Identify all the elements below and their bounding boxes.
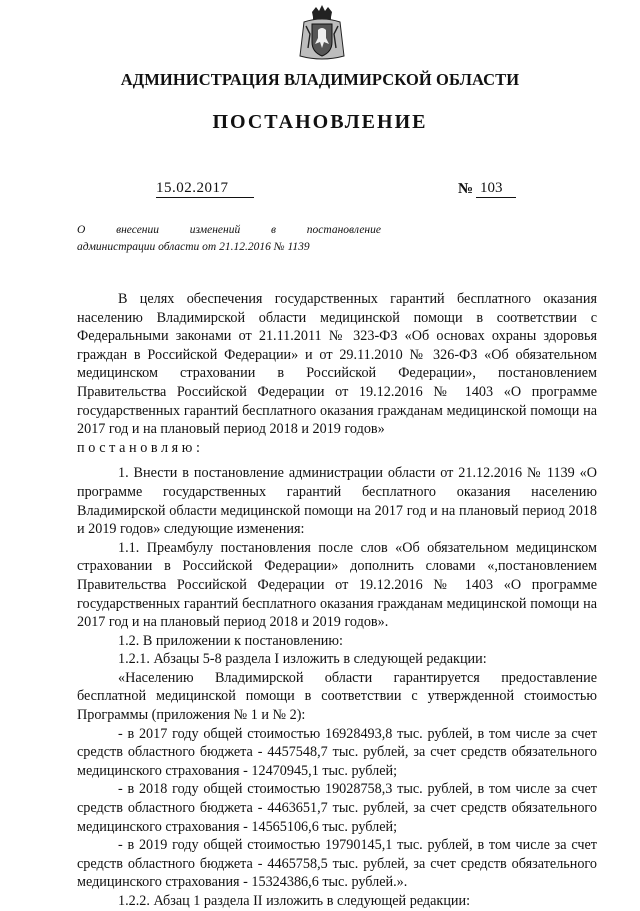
paragraph-1-2-1: 1.2.1. Абзацы 5-8 раздела I изложить в следующей редакции: bbox=[118, 651, 487, 668]
document-number: 103 bbox=[476, 180, 516, 198]
subject-word: О bbox=[77, 224, 86, 236]
paragraph-quote: «Населению Владимирской области гарантируется предоставление бесплатной медицинской помощи в соответствии с утвержденной стоимостью Программы (приложения № 1 и № 2): bbox=[77, 669, 597, 724]
number-label: № bbox=[458, 181, 474, 197]
paragraph-1-2: 1.2. В приложении к постановлению: bbox=[118, 632, 343, 649]
subject-word: внесении bbox=[116, 224, 160, 236]
document-date: 15.02.2017 bbox=[156, 180, 254, 198]
coat-of-arms-emblem bbox=[298, 4, 346, 62]
paragraph-intro: В целях обеспечения государственных гарантий бесплатного оказания населению Владимирской области медицинской помощи в соответствии с Федеральными законами от 21.11.2011 № 323-ФЗ «Об основах охраны здоровья граждан в Российской Федерации» и от 29.11.2010 № 326-ФЗ «Об обязательном медицинском страховании в Российской Федерации», постановлением Правительства Российской Федерации от 19.12.2016 № 1403 «О программе государственных гарантий бесплатного оказания гражданам медицинской помощи на 2017 год и на плановый период 2018 и 2019 годов» bbox=[77, 291, 597, 438]
document-type-title: ПОСТАНОВЛЕНИЕ bbox=[212, 111, 428, 133]
subject-line-2: администрации области от 21.12.2016 № 1139 bbox=[77, 241, 310, 253]
list-item-2018: - в 2018 году общей стоимостью 19028758,3 тыс. рублей, в том числе за счет средств областного бюджета - 4463651,7 тыс. рублей, за счет средств обязательного медицинского страхования - 14565106,6 тыс. рублей; bbox=[77, 781, 597, 835]
subject-word: изменений bbox=[189, 224, 241, 236]
document-body bbox=[77, 290, 597, 911]
paragraph-1-1: 1.1. Преамбулу постановления после слов «Об обязательном медицинском страховании в Российской Федерации» дополнить словами «,постановлением Правительства Российской Федерации от 19.12.2016 № 1403 «О программе государственных гарантий бесплатного оказания гражданам медицинской помощи на 2017 год и на плановый период 2018 и 2019 годов». bbox=[77, 539, 597, 631]
decree-word: постановляю: bbox=[77, 439, 204, 456]
paragraph-1: 1. Внести в постановление администрации области от 21.12.2016 № 1139 «О программе государственных гарантий бесплатного оказания населению Владимирской области медицинской помощи на 2017 год и на плановый период 2018 и 2019 годов» следующие изменения: bbox=[77, 465, 597, 538]
document-subject bbox=[77, 222, 381, 256]
list-item-2017: - в 2017 году общей стоимостью 16928493,8 тыс. рублей, в том числе за счет средств областного бюджета - 4457548,7 тыс. рублей, за счет средств обязательного медицинского страхования - 12470945,1 тыс. рублей; bbox=[77, 725, 597, 779]
subject-word: в bbox=[271, 224, 276, 236]
organization-title: АДМИНИСТРАЦИЯ ВЛАДИМИРСКОЙ ОБЛАСТИ bbox=[120, 70, 520, 89]
subject-word: постановление bbox=[306, 224, 381, 236]
paragraph-1-2-2: 1.2.2. Абзац 1 раздела II изложить в следующей редакции: bbox=[118, 893, 471, 909]
list-item-2019: - в 2019 году общей стоимостью 19790145,1 тыс. рублей, в том числе за счет средств областного бюджета - 4465758,5 тыс. рублей, за счет средств обязательного медицинского страхования - 15324386,6 тыс. рублей.». bbox=[77, 837, 597, 891]
